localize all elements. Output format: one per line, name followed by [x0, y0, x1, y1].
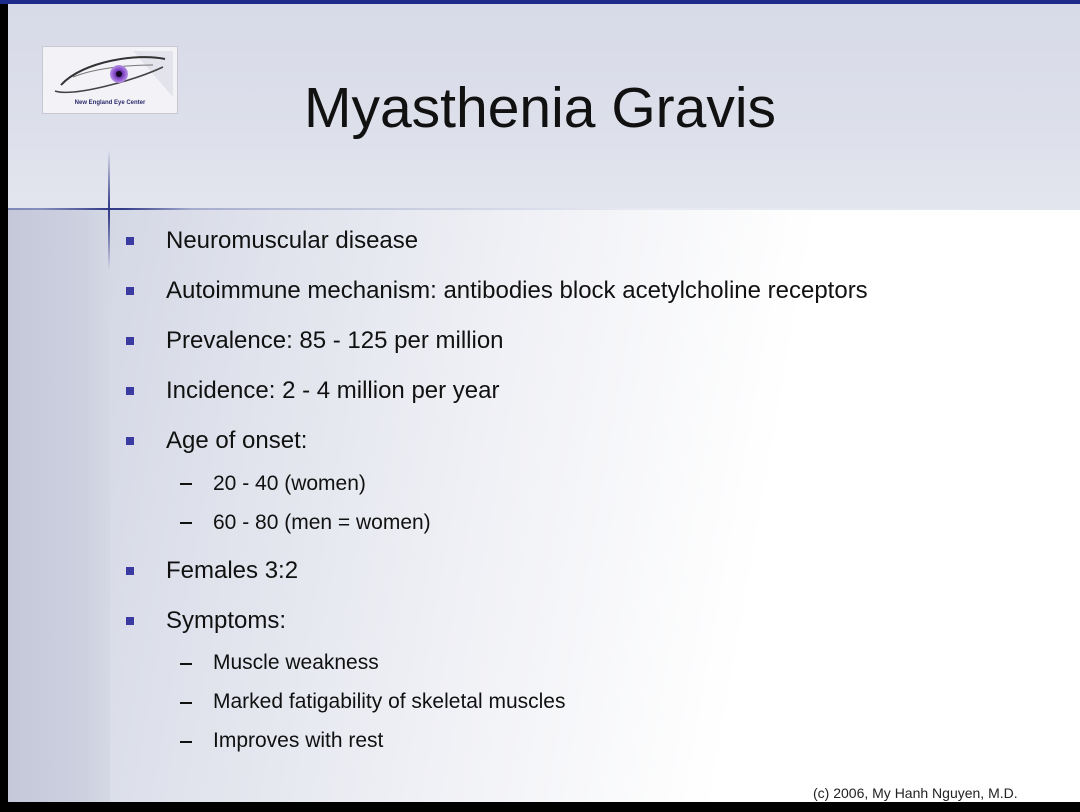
bullet-item: Autoimmune mechanism: antibodies block acetylcholine receptors: [166, 277, 868, 304]
dash-marker: [180, 702, 192, 704]
dash-marker: [180, 483, 192, 485]
logo-text: New England Eye Center: [74, 100, 146, 106]
sub-bullet-item: 20 - 40 (women): [213, 472, 366, 495]
bullet-item: Age of onset:: [166, 427, 308, 454]
sub-bullet-item: 60 - 80 (men = women): [213, 511, 431, 534]
logo: [42, 46, 178, 114]
sub-bullet-item: Improves with rest: [213, 729, 384, 752]
sub-bullet-item: Muscle weakness: [213, 651, 379, 674]
left-border: [0, 4, 8, 804]
slide-title: Myasthenia Gravis: [304, 76, 777, 140]
dash-marker: [180, 741, 192, 743]
sparkle-icon-vertical: [108, 150, 110, 270]
dash-marker: [180, 522, 192, 524]
bullet-item: Prevalence: 85 - 125 per million: [166, 327, 504, 354]
bullet-item: Neuromuscular disease: [166, 227, 419, 254]
sub-bullet-item: Marked fatigability of skeletal muscles: [213, 690, 566, 713]
dash-marker: [180, 663, 192, 665]
copyright-footer: (c) 2006, My Hanh Nguyen, M.D.: [813, 785, 1018, 801]
bullet-item: Incidence: 2 - 4 million per year: [166, 377, 500, 404]
bottom-bar: [0, 802, 1080, 812]
bullet-item: Females 3:2: [166, 557, 299, 584]
sparkle-icon: [40, 208, 190, 210]
bullet-item: Symptoms:: [166, 607, 287, 634]
left-shade: [8, 210, 110, 802]
